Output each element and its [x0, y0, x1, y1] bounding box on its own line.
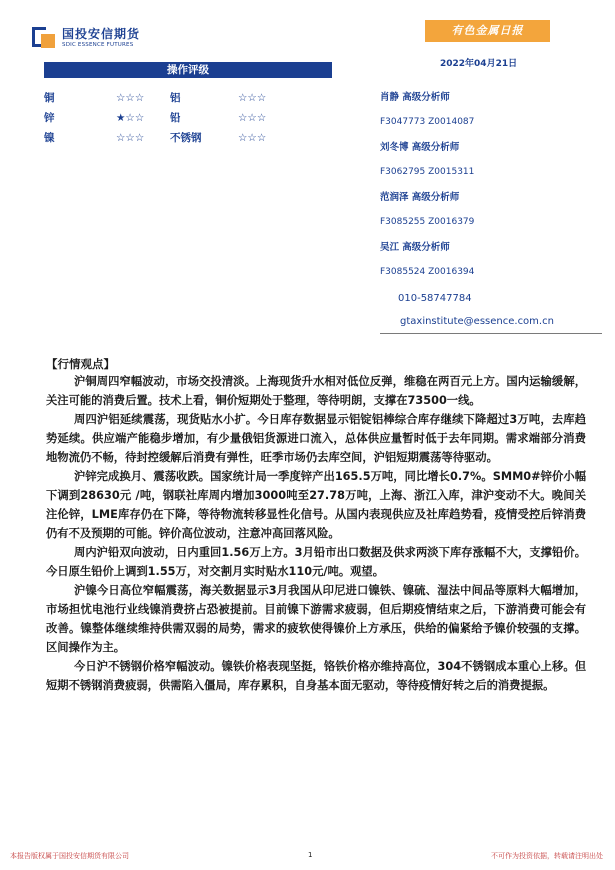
paragraph-stainless-steel: 今日沪不锈钢价格窄幅波动。镍铁价格表现坚挺，铬铁价格亦维持高位，304不锈钢成本重心上移。但短期不锈钢消费疲弱，供需陷入僵局，库存累积，自身基本面无驱动，等待疫情好转之后的消费提振。 — [46, 660, 586, 692]
star-rating: ☆☆☆ — [116, 132, 145, 144]
analyst-license-ids: F3085524 Z0016394 — [380, 267, 475, 277]
brand-name-cn: 国投安信期货 — [62, 27, 141, 41]
analyst-license-ids: F3062795 Z0015311 — [380, 167, 475, 177]
page-number: 1 — [308, 851, 313, 859]
metal-label: 镍 — [44, 132, 55, 144]
rating-row — [44, 128, 344, 148]
star-rating: ☆☆☆ — [238, 132, 267, 144]
metal-label: 不锈钢 — [170, 132, 202, 144]
metal-label: 铜 — [44, 92, 55, 104]
analyst-name: 范润泽 高级分析师 — [380, 192, 460, 203]
star-rating: ☆☆☆ — [238, 92, 267, 104]
paragraph-aluminum: 周四沪铝延续震荡，现货贴水小扩。今日库存数据显示铝锭铝棒综合库存继续下降超过3万吨，去库趋势延续。供应端产能稳步增加，有少量俄铝货源进口流入，总体供应量暂时低于去年同期。需求端部分消费地物流仍不畅，待封控缓解后消费有弹性，旺季市场仍去库空间，沪铝短期震荡等待驱动。 — [46, 413, 586, 464]
metal-label: 铝 — [170, 92, 181, 104]
star-rating: ★☆☆ — [116, 112, 145, 124]
market-commentary — [46, 372, 586, 695]
analyst-name: 肖静 高级分析师 — [380, 92, 450, 103]
star-rating: ☆☆☆ — [238, 112, 267, 124]
section-title: 【行情观点】 — [46, 357, 115, 371]
paragraph-nickel: 沪镍今日高位窄幅震荡，海关数据显示3月我国从印尼进口镍铁、镍硫、湿法中间品等原料大幅增加，市场担忧电池行业线镍消费挤占恐被提前。目前镍下游需求疲弱，但后期疫情结束之后，下游消费可能会有改善。镍整体继续维持供需双弱的局势，需求的疲软使得镍价上方承压，供给的偏紧给予镍价较强的支撑。区间操作为主。 — [46, 584, 586, 654]
rating-title: 操作评级 — [44, 62, 332, 78]
paragraph-copper: 沪铜周四窄幅波动，市场交投清淡。上海现货升水相对低位反弹，维稳在两百元上方。国内运输缓解，关注可能的消费后置。技术上看，铜价短期处于整理，等待明朗，支撑在73500一线。 — [46, 375, 586, 407]
paragraph-lead: 周内沪铅双向波动，日内重回1.56万上方。3月铅市出口数据及供求两淡下库存涨幅不大，支撑铅价。今日原生铅价上调到1.55万，对交割月实时贴水110元/吨。观望。 — [46, 546, 586, 578]
analyst-license-ids: F3085255 Z0016379 — [380, 217, 475, 227]
company-logo-icon — [32, 27, 58, 49]
contact-phone: 010-58747784 — [398, 293, 472, 304]
footer-copyright: 本报告版权属于国投安信期货有限公司 — [10, 852, 129, 860]
rating-table — [44, 88, 344, 148]
footer-disclaimer: 不可作为投资依据，转载请注明出处 — [491, 852, 603, 860]
brand — [62, 27, 140, 49]
report-date: 2022年04月21日 — [440, 59, 518, 69]
report-type-badge: 有色金属日报 — [425, 20, 550, 42]
analyst-name: 吴江 高级分析师 — [380, 242, 450, 253]
metal-label: 铅 — [170, 112, 181, 124]
metal-label: 锌 — [44, 112, 55, 124]
footer — [0, 849, 615, 865]
rating-row — [44, 108, 344, 128]
rating-row — [44, 88, 344, 108]
analyst-license-ids: F3047773 Z0014087 — [380, 117, 475, 127]
analyst-name: 刘冬博 高级分析师 — [380, 142, 460, 153]
contact-email-link[interactable]: gtaxinstitute@essence.com.cn — [400, 316, 554, 327]
star-rating: ☆☆☆ — [116, 92, 145, 104]
paragraph-zinc: 沪锌完成换月、震荡收跌。国家统计局一季度锌产出165.5万吨，同比增长0.7%。SMM0#锌价小幅下调到28630元 /吨，钢联社库周内增加3000吨至27.78万吨，上海、浙江入库，津沪变动不大。晚间关注伦锌，LME库存仍在下降，等待物流转移显性化信号。从国内表现供应及社库趋势看，疫情受控后锌消费仍有不及预期的可能。锌价高位波动，注意冲高回落风险。 — [46, 470, 586, 540]
analyst-list — [380, 92, 610, 292]
brand-name-en: SDIC ESSENCE FUTURES — [62, 42, 134, 48]
divider — [380, 333, 602, 334]
